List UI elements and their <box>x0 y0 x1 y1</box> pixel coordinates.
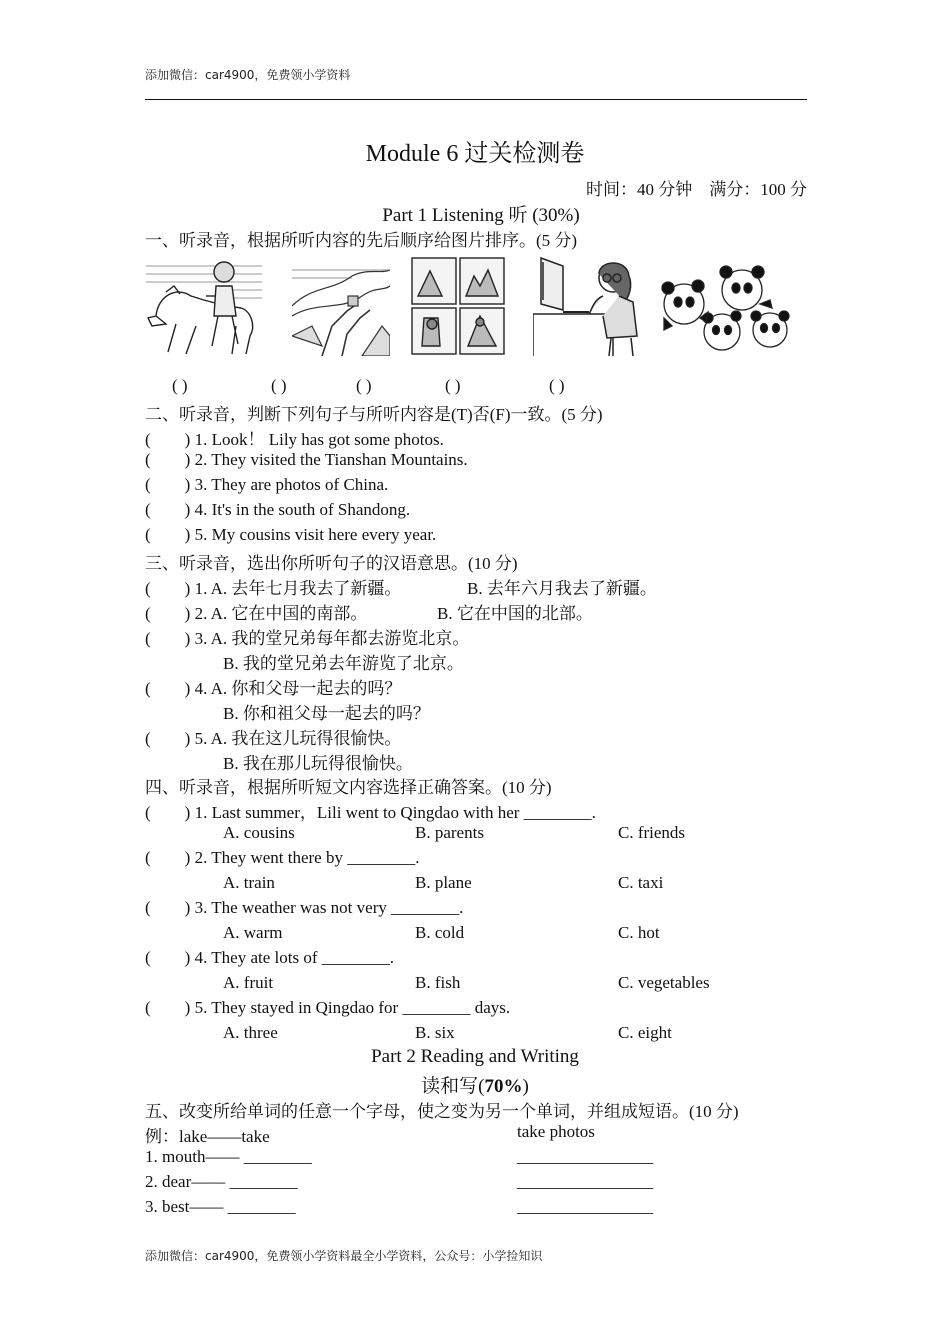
choice-q1-option-a[interactable]: A. cousins <box>223 823 295 842</box>
translation-q1-option-a[interactable]: ( ) 1. A. 去年七月我去了新疆。 <box>145 579 402 598</box>
choice-question-5[interactable]: ( ) 5. They stayed in Qingdao for ________ days. <box>145 998 511 1017</box>
section3-heading: 三、听录音，选出你所听句子的汉语意思。(10 分) <box>145 554 518 573</box>
tf-question-1[interactable]: ( ) 1. Look！ Lily has got some photos. <box>145 430 444 449</box>
part1-title: Part 1 Listening 听 (30%) <box>382 205 580 226</box>
section5-heading: 五、改变所给单词的任意一个字母，使之变为另一个单词，并组成短语。(10 分) <box>145 1102 739 1121</box>
pandas-picture <box>660 256 792 356</box>
header-note: 添加微信：car4900，免费领小学资料 <box>145 68 351 82</box>
great-wall-picture <box>292 256 390 356</box>
translation-q1-option-b[interactable]: B. 去年六月我去了新疆。 <box>467 579 657 598</box>
translation-q3-option-a[interactable]: ( ) 3. A. 我的堂兄弟每年都去游览北京。 <box>145 629 470 648</box>
translation-q2-option-a[interactable]: ( ) 2. A. 它在中国的南部。 <box>145 604 368 623</box>
header-rule <box>145 99 807 100</box>
translation-q4-option-b[interactable]: B. 你和祖父母一起去的吗？ <box>223 704 430 723</box>
order-bracket-2[interactable]: ( ) <box>271 376 287 395</box>
photo-album-picture <box>410 256 506 356</box>
word-change-question-3[interactable]: 3. best—— ________ <box>145 1197 296 1216</box>
tf-question-4[interactable]: ( ) 4. It's in the south of Shandong. <box>145 500 411 519</box>
choice-question-3[interactable]: ( ) 3. The weather was not very ________. <box>145 898 464 917</box>
choice-q4-option-a[interactable]: A. fruit <box>223 973 274 992</box>
choice-q1-option-b[interactable]: B. parents <box>415 823 484 842</box>
choice-question-2[interactable]: ( ) 2. They went there by ________. <box>145 848 420 867</box>
time-score-info: 时间：40 分钟 满分：100 分 <box>586 180 807 199</box>
choice-q2-option-a[interactable]: A. train <box>223 873 275 892</box>
order-bracket-5[interactable]: ( ) <box>549 376 565 395</box>
phrase-blank-1[interactable]: ________________ <box>517 1147 653 1166</box>
choice-q3-option-b[interactable]: B. cold <box>415 923 465 942</box>
example-phrase: take photos <box>517 1122 595 1141</box>
part2-title: Part 2 Reading and Writing <box>371 1046 579 1067</box>
footer-note: 添加微信：car4900，免费领小学资料最全小学资料，公众号：小学捡知识 <box>145 1249 543 1263</box>
order-bracket-4[interactable]: ( ) <box>445 376 461 395</box>
choice-question-1[interactable]: ( ) 1. Last summer，Lili went to Qingdao with her ________. <box>145 803 596 822</box>
translation-q5-option-b[interactable]: B. 我在那儿玩得很愉快。 <box>223 754 413 773</box>
choice-q4-option-c[interactable]: C. vegetables <box>618 973 710 992</box>
tf-question-5[interactable]: ( ) 5. My cousins visit here every year. <box>145 525 437 544</box>
section4-heading: 四、听录音，根据所听短文内容选择正确答案。(10 分) <box>145 778 552 797</box>
choice-q1-option-c[interactable]: C. friends <box>618 823 686 842</box>
section2-heading: 二、听录音，判断下列句子与所听内容是(T)否(F)一致。(5 分) <box>145 405 603 424</box>
choice-q3-option-a[interactable]: A. warm <box>223 923 283 942</box>
choice-q2-option-c[interactable]: C. taxi <box>618 873 664 892</box>
section1-heading: 一、听录音，根据所听内容的先后顺序给图片排序。(5 分) <box>145 231 578 250</box>
choice-q2-option-b[interactable]: B. plane <box>415 873 472 892</box>
phrase-blank-3[interactable]: ________________ <box>517 1197 653 1216</box>
translation-q2-option-b[interactable]: B. 它在中国的北部。 <box>437 604 593 623</box>
choice-q5-option-b[interactable]: B. six <box>415 1023 455 1042</box>
order-bracket-1[interactable]: ( ) <box>172 376 188 395</box>
word-change-question-1[interactable]: 1. mouth—— ________ <box>145 1147 312 1166</box>
part2-subtitle: 读和写(70%) <box>421 1076 529 1097</box>
translation-q3-option-b[interactable]: B. 我的堂兄弟去年游览了北京。 <box>223 654 464 673</box>
tf-question-3[interactable]: ( ) 3. They are photos of China. <box>145 475 389 494</box>
girl-at-computer-picture <box>533 256 639 356</box>
translation-q5-option-a[interactable]: ( ) 5. A. 我在这儿玩得很愉快。 <box>145 729 402 748</box>
choice-q4-option-b[interactable]: B. fish <box>415 973 461 992</box>
order-bracket-3[interactable]: ( ) <box>356 376 372 395</box>
phrase-blank-2[interactable]: ________________ <box>517 1172 653 1191</box>
choice-q3-option-c[interactable]: C. hot <box>618 923 660 942</box>
choice-q5-option-c[interactable]: C. eight <box>618 1023 672 1042</box>
horse-riding-picture <box>146 256 262 356</box>
choice-question-4[interactable]: ( ) 4. They ate lots of ________. <box>145 948 394 967</box>
example-word-change: 例：lake——take <box>145 1127 270 1146</box>
translation-q4-option-a[interactable]: ( ) 4. A. 你和父母一起去的吗？ <box>145 679 402 698</box>
tf-question-2[interactable]: ( ) 2. They visited the Tianshan Mountains. <box>145 450 468 469</box>
choice-q5-option-a[interactable]: A. three <box>223 1023 278 1042</box>
word-change-question-2[interactable]: 2. dear—— ________ <box>145 1172 298 1191</box>
page-title: Module 6 过关检测卷 <box>365 141 585 167</box>
